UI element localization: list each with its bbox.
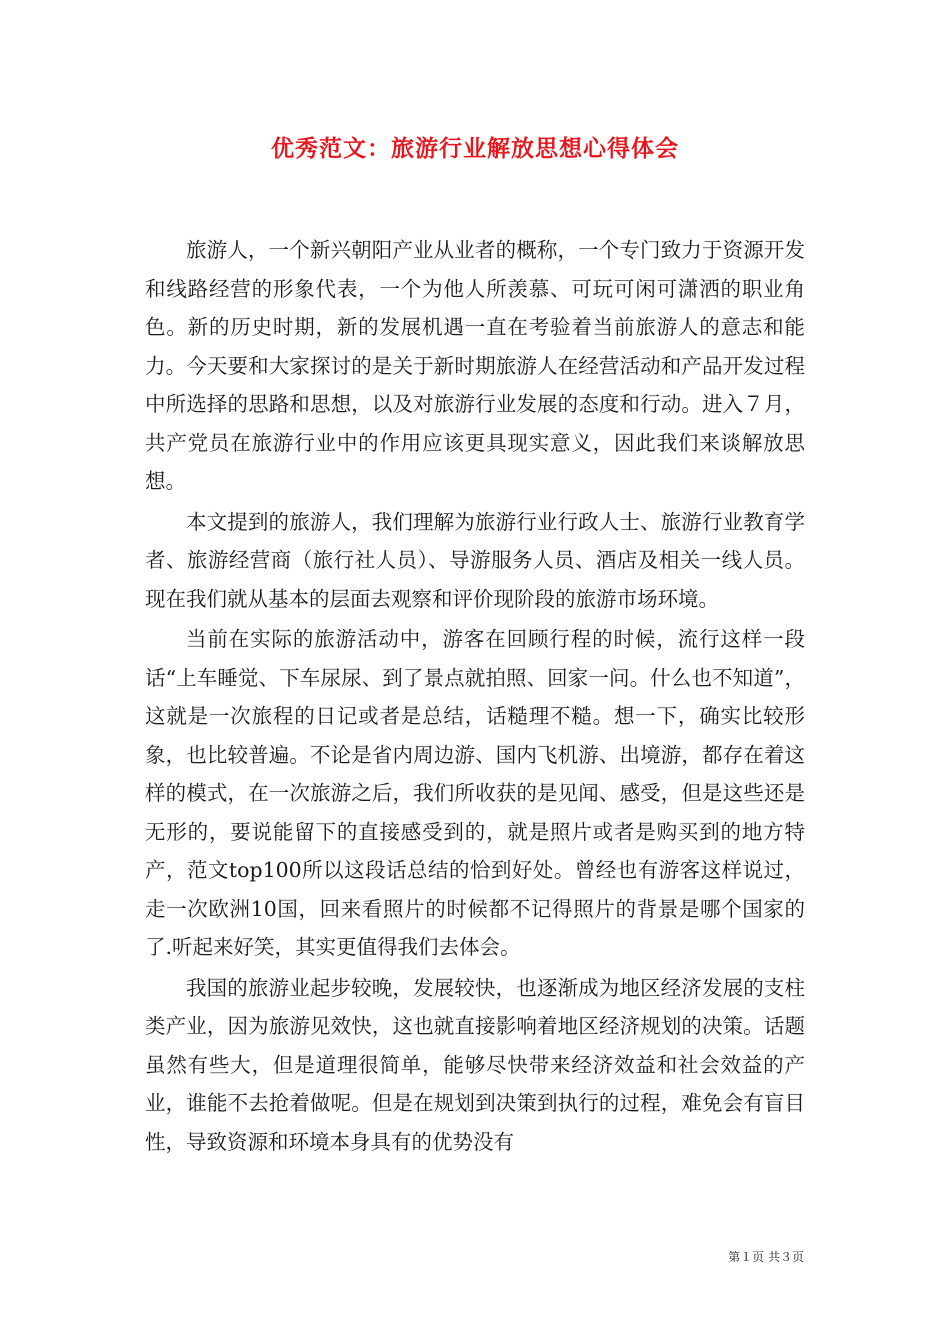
document-body — [145, 231, 805, 1163]
paragraph-1: 旅游人，一个新兴朝阳产业从业者的概称，一个专门致力于资源开发和线路经营的形象代表，一个为他人所羡慕、可玩可闲可潇洒的职业角色。新的历史时期，新的发展机遇一直在考验着当前旅游人的意志和能力。今天要和大家探讨的是关于新时期旅游人在经营活动和产品开发过程中所选择的思路和思想，以及对旅游行业发展的态度和行动。进入７月，共产党员在旅游行业中的作用应该更具现实意义，因此我们来谈解放思想。 — [145, 238, 805, 493]
paragraph-3: 当前在实际的旅游活动中，游客在回顾行程的时候，流行这样一段话“上车睡觉、下车尿尿、到了景点就拍照、回家一问。什么也不知道”，这就是一次旅程的日记或者是总结，话糙理不糙。想一下，确实比较形象，也比较普遍。不论是省内周边游、国内飞机游、出境游，都存在着这样的模式，在一次旅游之后，我们所收获的是见闻、感受，但是这些还是无形的，要说能留下的直接感受到的，就是照片或者是购买到的地方特产，范文top100所以这段话总结的恰到好处。曾经也有游客这样说过，走一次欧洲10国，回来看照片的时候都不记得照片的背景是哪个国家的了.听起来好笑，其实更值得我们去体会。 — [145, 627, 805, 959]
document-title: 优秀范文：旅游行业解放思想心得体会 — [271, 135, 679, 162]
paragraph-4: 我国的旅游业起步较晚，发展较快，也逐渐成为地区经济发展的支柱类产业，因为旅游见效快，这也就直接影响着地区经济规划的决策。话题虽然有些大，但是道理很简单，能够尽快带来经济效益和社会效益的产业，谁能不去抢着做呢。但是在规划到决策到执行的过程，难免会有盲目性，导致资源和环境本身具有的优势没有 — [145, 975, 805, 1154]
paragraph-2: 本文提到的旅游人，我们理解为旅游行业行政人士、旅游行业教育学者、旅游经营商（旅行社人员）、导游服务人员、酒店及相关一线人员。现在我们就从基本的层面去观察和评价现阶段的旅游市场环境。 — [145, 509, 805, 611]
page-number: 第１页 共３页 — [728, 1250, 804, 1264]
